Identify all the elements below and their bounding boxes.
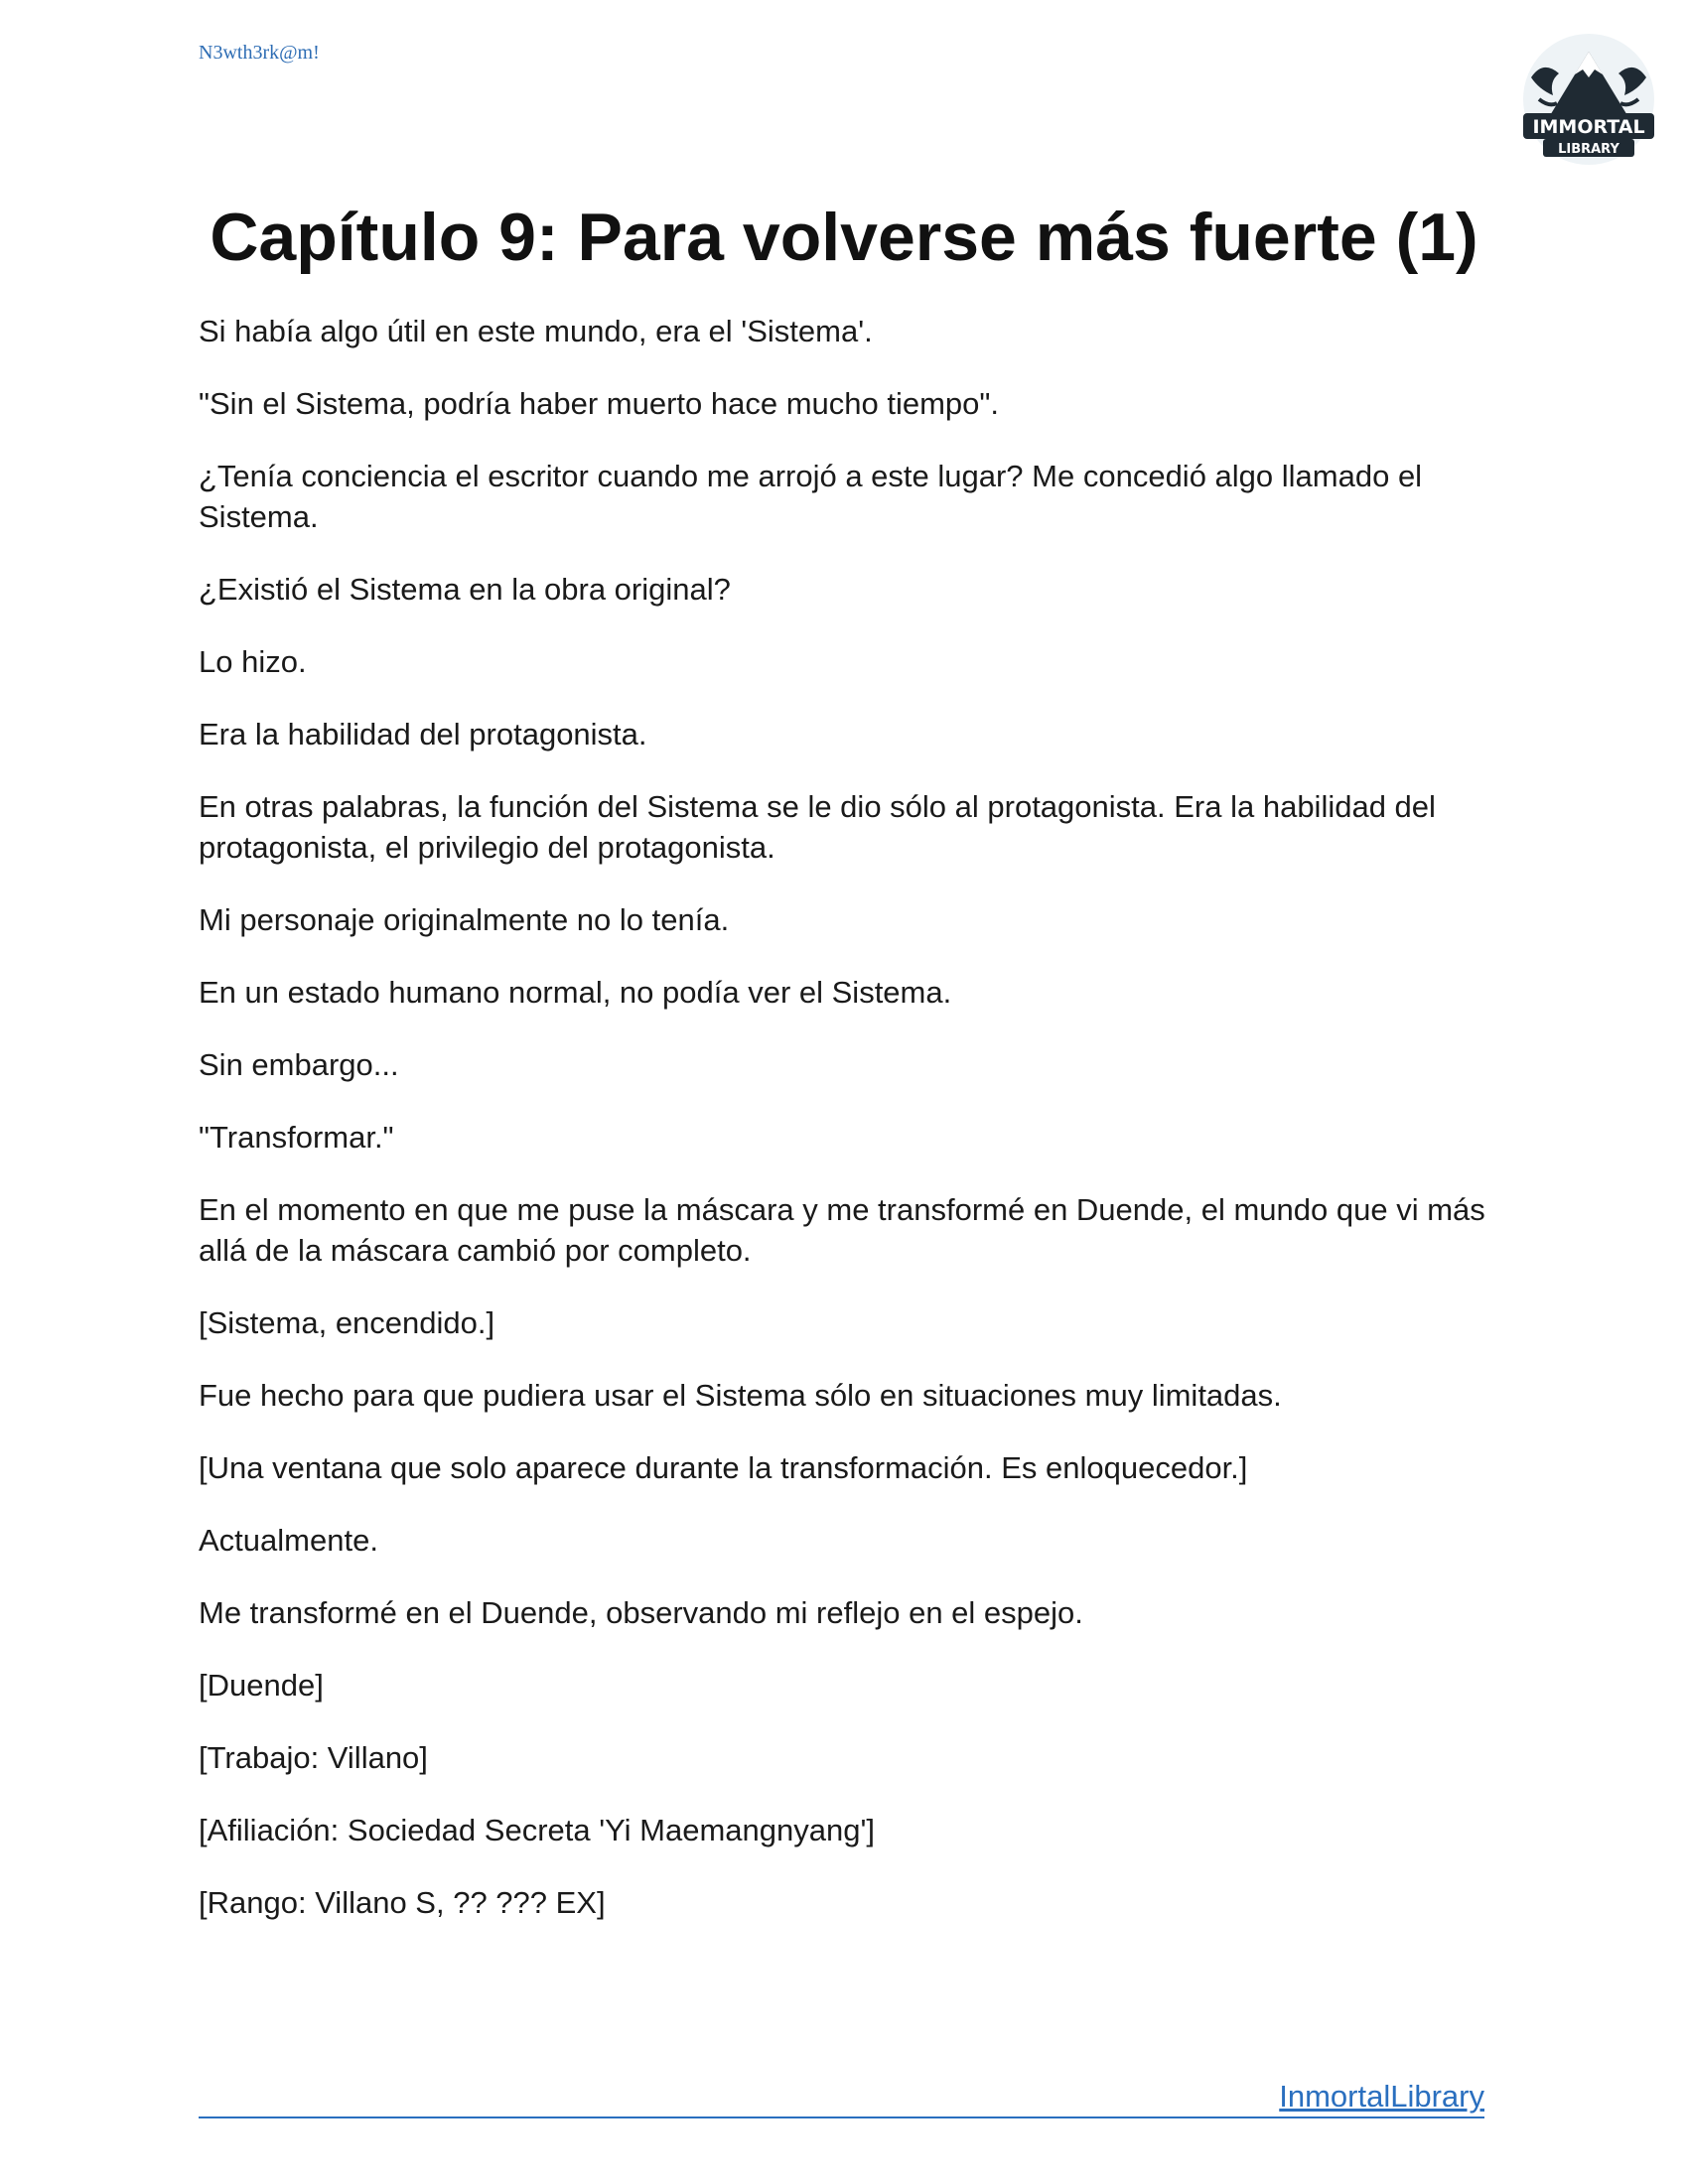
paragraph: Actualmente. (199, 1523, 378, 1558)
paragraph: [Trabajo: Villano] (199, 1740, 428, 1775)
paragraph: [Duende] (199, 1668, 324, 1703)
paragraph: Si había algo útil en este mundo, era el 'Sistema'. (199, 314, 873, 348)
paragraph: En un estado humano normal, no podía ver el Sistema. (199, 975, 952, 1010)
paragraph: Fue hecho para que pudiera usar el Sistema sólo en situaciones muy limitadas. (199, 1378, 1282, 1413)
paragraph: Me transformé en el Duende, observando mi reflejo en el espejo. (199, 1595, 1083, 1630)
paragraph: Sin embargo... (199, 1047, 399, 1082)
paragraph: [Sistema, encendido.] (199, 1305, 495, 1340)
chapter-body (199, 311, 1489, 1955)
paragraph: [Afiliación: Sociedad Secreta 'Yi Maemangnyang'] (199, 1813, 876, 1847)
paragraph: En el momento en que me puse la máscara y me transformé en Duende, el mundo que vi más allá de la máscara cambió por completo. (199, 1192, 1485, 1268)
immortal-library-logo (1509, 30, 1668, 169)
paragraph: "Transformar." (199, 1120, 394, 1155)
paragraph: Era la habilidad del protagonista. (199, 717, 647, 751)
footer-link[interactable]: InmortalLibrary (1279, 2079, 1484, 2114)
paragraph: "Sin el Sistema, podría haber muerto hace mucho tiempo". (199, 386, 1000, 421)
logo-line1: IMMORTAL (1532, 116, 1645, 138)
watermark-text: N3wth3rk@m! (199, 42, 320, 64)
paragraph: ¿Existió el Sistema en la obra original? (199, 572, 731, 607)
footer-divider (199, 2116, 1484, 2118)
paragraph: ¿Tenía conciencia el escritor cuando me arrojó a este lugar? Me concedió algo llamado el Sistema. (199, 459, 1423, 534)
paragraph: Mi personaje originalmente no lo tenía. (199, 902, 730, 937)
logo-line2: LIBRARY (1558, 142, 1619, 157)
paragraph: Lo hizo. (199, 644, 307, 679)
paragraph: [Rango: Villano S, ?? ??? EX] (199, 1885, 606, 1920)
paragraph: [Una ventana que solo aparece durante la transformación. Es enloquecedor.] (199, 1450, 1248, 1485)
paragraph: En otras palabras, la función del Sistema se le dio sólo al protagonista. Era la habilidad del protagonista, el privilegio del protagonista. (199, 789, 1436, 865)
chapter-title: Capítulo 9: Para volverse más fuerte (1) (210, 200, 1478, 275)
